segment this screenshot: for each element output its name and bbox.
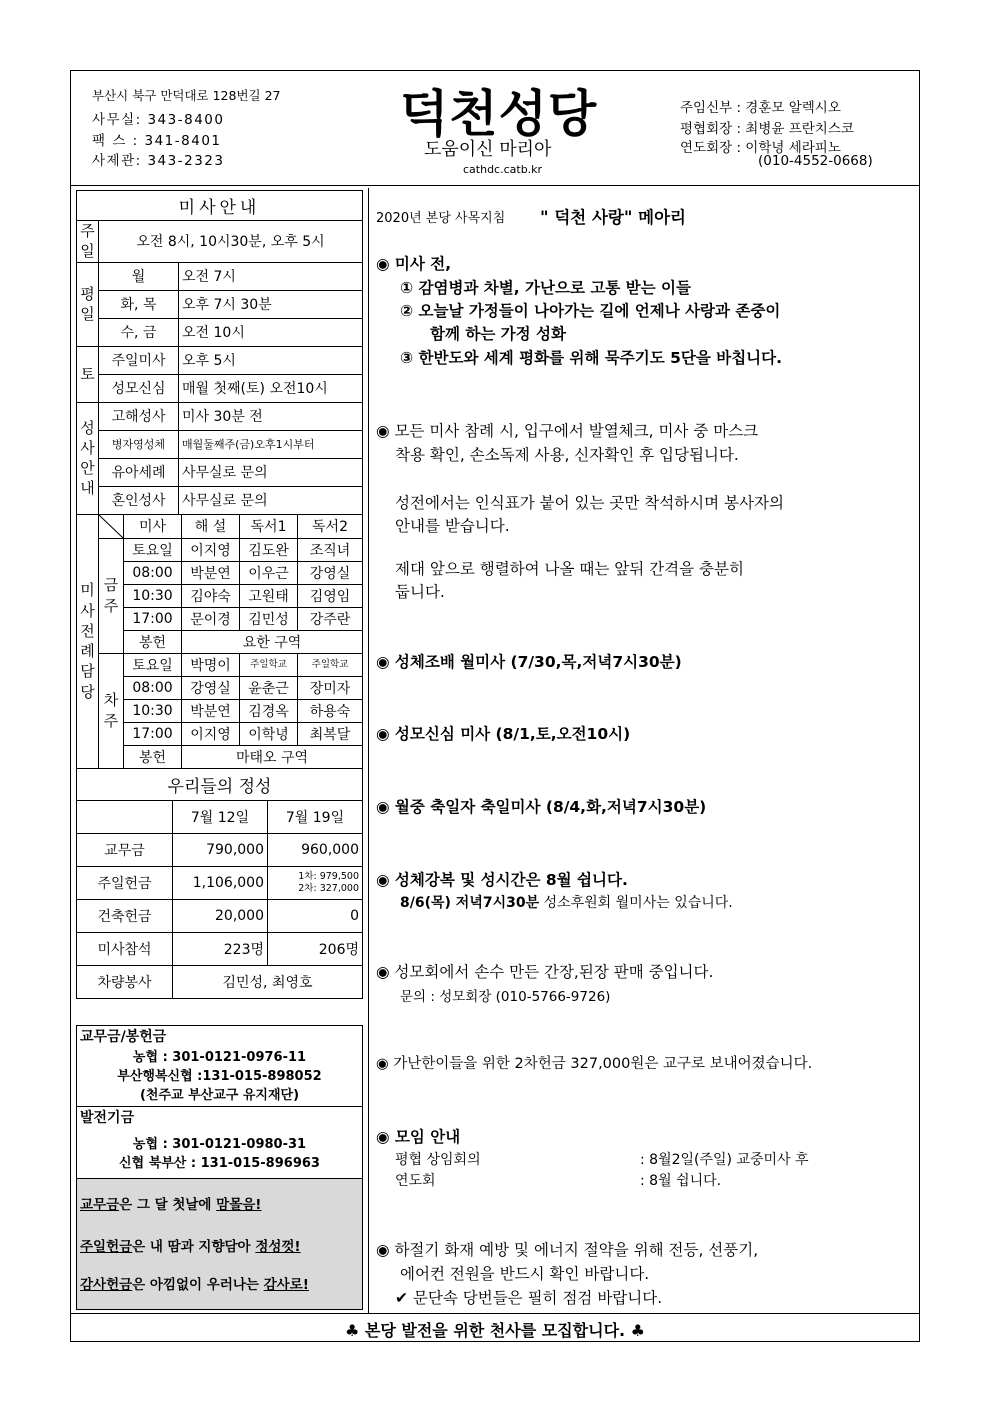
elders-president: 연도회장 : 이학녕 세라피노: [680, 140, 841, 156]
notice-feast-mass: ◉ 월중 축일자 축일미사 (8/4,화,저녁7시30분): [376, 798, 707, 816]
next-week-label: 차주: [99, 653, 124, 768]
notice-marian-mass: ◉ 성모신심 미사 (8/1,토,오전10시): [376, 725, 631, 743]
sacrament-label: 성사안내: [77, 402, 99, 514]
notice-fire-safety-1: ◉ 하절기 화재 예방 및 에너지 절약을 위해 전등, 선풍기,: [376, 1241, 759, 1259]
marian-devotion-time: 매월 첫째(토) 오전10시: [179, 374, 363, 402]
header-mass: 미사: [124, 514, 182, 538]
notice-sale-contact: 문의 : 성모회장 (010-5766-9726): [400, 989, 611, 1005]
offering-col2: 7월 19일: [268, 800, 363, 833]
notice-prayer-1: ① 감염병과 차별, 가난으로 고통 받는 이들: [400, 279, 691, 297]
elders-phone: (010-4552-0668): [758, 153, 873, 169]
notice-covid-2: 착용 확인, 손소독제 사용, 신자확인 후 입당됩니다.: [395, 446, 739, 464]
duty-cell: 08:00: [124, 676, 182, 699]
church-title: 덕천성당: [400, 85, 598, 143]
liturgy-duty-label: 미사전례담당: [77, 514, 99, 768]
left-column: [76, 190, 363, 999]
offertory-group: 마태오 구역: [182, 745, 363, 768]
offering-value: 790,000: [173, 833, 268, 866]
offering-slogans: [76, 1178, 363, 1310]
offering-row-label: 건축헌금: [77, 899, 173, 932]
meeting-1-name: 평협 상임회의: [395, 1152, 481, 1168]
marian-devotion: 성모신심: [99, 374, 179, 402]
duty-cell: 김경옥: [240, 699, 298, 722]
header-reading2: 독서2: [298, 514, 363, 538]
duty-cell: 강영실: [182, 676, 240, 699]
sunday-label: 주일: [77, 221, 99, 263]
offering-row-label: 교무금: [77, 833, 173, 866]
weekday-mon: 월: [99, 262, 179, 290]
duty-cell: 윤춘근: [240, 676, 298, 699]
saturday-mass-time: 오후 5시: [179, 346, 363, 374]
saturday-label: 토: [77, 346, 99, 402]
confession-value: 미사 30분 전: [179, 402, 363, 430]
fax-number: 팩 스 : 341-8401: [92, 133, 222, 149]
duty-cell: 08:00: [124, 561, 182, 584]
offering-value-split: [268, 866, 363, 899]
notice-prayer-3: ③ 한반도와 세계 평화를 위해 묵주기도 5단을 바칩니다.: [400, 349, 783, 367]
offering-value: 960,000: [268, 833, 363, 866]
duty-cell: 이학녕: [240, 722, 298, 745]
offering-row-label: 주일헌금: [77, 866, 173, 899]
account-2-line2: 신협 북부산 : 131-015-896963: [119, 1156, 320, 1171]
slogan-1: 교무금은 그 달 첫날에 맘몰음!: [80, 1197, 262, 1213]
duty-cell: 최복달: [298, 722, 363, 745]
church-subtitle: 도움이신 마리아: [424, 139, 552, 160]
duty-cell: 김민성: [240, 607, 298, 630]
diagonal-cell: [99, 514, 124, 538]
marriage-label: 혼인성사: [99, 486, 179, 514]
infant-baptism-label: 유아세례: [99, 458, 179, 486]
offering-value: 223명: [173, 932, 268, 965]
motto-prefix: 2020년 본당 사목지침: [376, 211, 506, 226]
weekday-tue: 화, 목: [99, 290, 179, 318]
duty-cell: 강영실: [298, 561, 363, 584]
duty-cell: 토요일: [124, 538, 182, 561]
office-phone: 사무실: 343-8400: [92, 112, 225, 128]
duty-cell: 장미자: [298, 676, 363, 699]
offertory-label: 봉헌: [124, 745, 182, 768]
notice-meeting-title: ◉ 모임 안내: [376, 1128, 461, 1146]
notice-prayer-title: ◉ 미사 전,: [376, 255, 452, 273]
offertory-group: 요한 구역: [182, 630, 363, 653]
notice-second-collection: ◉ 가난한이들을 위한 2차헌금 327,000원은 교구로 보내어졌습니다.: [376, 1056, 813, 1072]
notice-adoration: ◉ 성체조배 월미사 (7/30,목,저녁7시30분): [376, 653, 682, 671]
duty-cell: 10:30: [124, 699, 182, 722]
meeting-2-time: : 8월 쉽니다.: [640, 1173, 722, 1189]
marriage-value: 사무실로 문의: [179, 486, 363, 514]
duty-cell: 박분연: [182, 561, 240, 584]
notice-covid-6: 둡니다.: [395, 583, 445, 601]
notice-holy-hour: ◉ 성체강복 및 성시간은 8월 쉽니다.: [376, 871, 628, 889]
weekday-wed-time: 오전 10시: [179, 318, 363, 346]
offering-first-collection: 1차: 979,500: [298, 871, 359, 883]
duty-cell: 고원태: [240, 584, 298, 607]
duty-cell: 문이경: [182, 607, 240, 630]
account-1-title: 교무금/봉헌금: [80, 1029, 167, 1045]
column-divider: [368, 188, 369, 1313]
notice-fire-safety-2: 에어컨 전원을 반드시 확인 바랍니다.: [400, 1265, 650, 1283]
account-2-line1: 농협 : 301-0121-0980-31: [132, 1137, 307, 1152]
account-1-line3: (천주교 부산교구 유지재단): [139, 1088, 300, 1103]
offering-second-collection: 2차: 327,000: [298, 882, 359, 894]
duty-cell: 17:00: [124, 607, 182, 630]
liturgy-duty-table: [76, 514, 363, 769]
offering-table: [76, 768, 363, 999]
weekday-tue-time: 오후 7시 30분: [179, 290, 363, 318]
duty-cell: 김야숙: [182, 584, 240, 607]
offering-value: 206명: [268, 932, 363, 965]
notice-prayer-2: ② 오늘날 가정들이 나아가는 길에 언제나 사랑과 존중이: [400, 302, 781, 320]
pastor-name: 주임신부 : 경훈모 알렉시오: [680, 100, 841, 116]
infant-baptism-value: 사무실로 문의: [179, 458, 363, 486]
weekday-label: 평일: [77, 262, 99, 346]
duty-cell: 이지영: [182, 722, 240, 745]
meeting-2-name: 연도회: [395, 1173, 436, 1189]
duty-cell: 김도완: [240, 538, 298, 561]
weekday-wed: 수, 금: [99, 318, 179, 346]
duty-cell: 이지영: [182, 538, 240, 561]
offering-value: 20,000: [173, 899, 268, 932]
notice-fire-safety-3: ✔ 문단속 당번들은 필히 점검 바랍니다.: [395, 1289, 663, 1307]
sick-communion-value: 매월둘째주(금)오후1시부터: [179, 430, 363, 458]
header-divider: [70, 185, 920, 186]
account-box-1: [76, 1025, 363, 1107]
duty-cell: 박명이: [182, 653, 240, 676]
this-week-label: 금주: [99, 538, 124, 653]
offering-value: 0: [268, 899, 363, 932]
duty-cell: 이우근: [240, 561, 298, 584]
duty-cell: 10:30: [124, 584, 182, 607]
slogan-2: 주일헌금은 내 땀과 지향담아 정성껏!: [80, 1239, 301, 1255]
footer-banner: ♣ 본당 발전을 위한 천사를 모집합니다. ♣: [344, 1321, 646, 1340]
duty-cell: 하용숙: [298, 699, 363, 722]
header-reading1: 독서1: [240, 514, 298, 538]
mass-info-title: 미사안내: [77, 191, 363, 221]
slogan-3: 감사헌금은 아낌없이 우러나는 감사로!: [80, 1277, 309, 1293]
offering-title: 우리들의 정성: [77, 768, 363, 800]
duty-cell: 주일학교: [298, 653, 363, 676]
duty-cell: 김영임: [298, 584, 363, 607]
council-president: 평협회장 : 최병윤 프란치스코: [680, 121, 854, 137]
account-1-line2: 부산행복신협 :131-015-898052: [117, 1069, 322, 1084]
notice-covid-4: 안내를 받습니다.: [395, 517, 510, 535]
rectory-phone: 사제관: 343-2323: [92, 153, 225, 169]
duty-cell: 17:00: [124, 722, 182, 745]
account-2-title: 발전기금: [80, 1110, 135, 1126]
offering-row-label: 미사참석: [77, 932, 173, 965]
notice-covid-1: ◉ 모든 미사 참례 시, 입구에서 발열체크, 미사 중 마스크: [376, 422, 759, 440]
weekday-mon-time: 오전 7시: [179, 262, 363, 290]
sunday-times: 오전 8시, 10시30분, 오후 5시: [99, 221, 363, 263]
account-box-2: [76, 1106, 363, 1179]
offering-col1: 7월 12일: [173, 800, 268, 833]
parish-motto: " 덕천 사랑" 메아리: [540, 208, 686, 227]
notice-sale: ◉ 성모회에서 손수 만든 간장,된장 판매 중입니다.: [376, 963, 714, 981]
offering-blank-header: [77, 800, 173, 833]
notice-covid-5: 제대 앞으로 행렬하여 나올 때는 앞뒤 간격을 충분히: [395, 560, 744, 578]
confession-label: 고해성사: [99, 402, 179, 430]
account-1-line1: 농협 : 301-0121-0976-11: [132, 1050, 307, 1065]
offering-value: 1,106,000: [173, 866, 268, 899]
saturday-mass: 주일미사: [99, 346, 179, 374]
mass-schedule-table: [76, 190, 363, 515]
duty-cell: 박분연: [182, 699, 240, 722]
meeting-1-time: : 8월2일(주일) 교중미사 후: [640, 1152, 809, 1168]
header-commentary: 해 설: [182, 514, 240, 538]
offertory-label: 봉헌: [124, 630, 182, 653]
footer-divider: [70, 1313, 920, 1314]
notice-vocation-mass: 8/6(목) 저녁7시30분 성소후원회 월미사는 있습니다.: [400, 895, 733, 911]
notice-prayer-2b: 함께 하는 가정 성화: [430, 325, 566, 343]
sick-communion-label: 병자영성체: [99, 430, 179, 458]
car-service-names: 김민성, 최영호: [173, 965, 363, 998]
duty-cell: 강주란: [298, 607, 363, 630]
duty-cell: 주일학교: [240, 653, 298, 676]
church-address: 부산시 북구 만덕대로 128번길 27: [92, 88, 281, 103]
car-service-label: 차량봉사: [77, 965, 173, 998]
duty-cell: 조직녀: [298, 538, 363, 561]
duty-cell: 토요일: [124, 653, 182, 676]
notice-covid-3: 성전에서는 인식표가 붙어 있는 곳만 착석하시며 봉사자의: [395, 494, 784, 512]
church-url[interactable]: cathdc.catb.kr: [463, 163, 543, 176]
